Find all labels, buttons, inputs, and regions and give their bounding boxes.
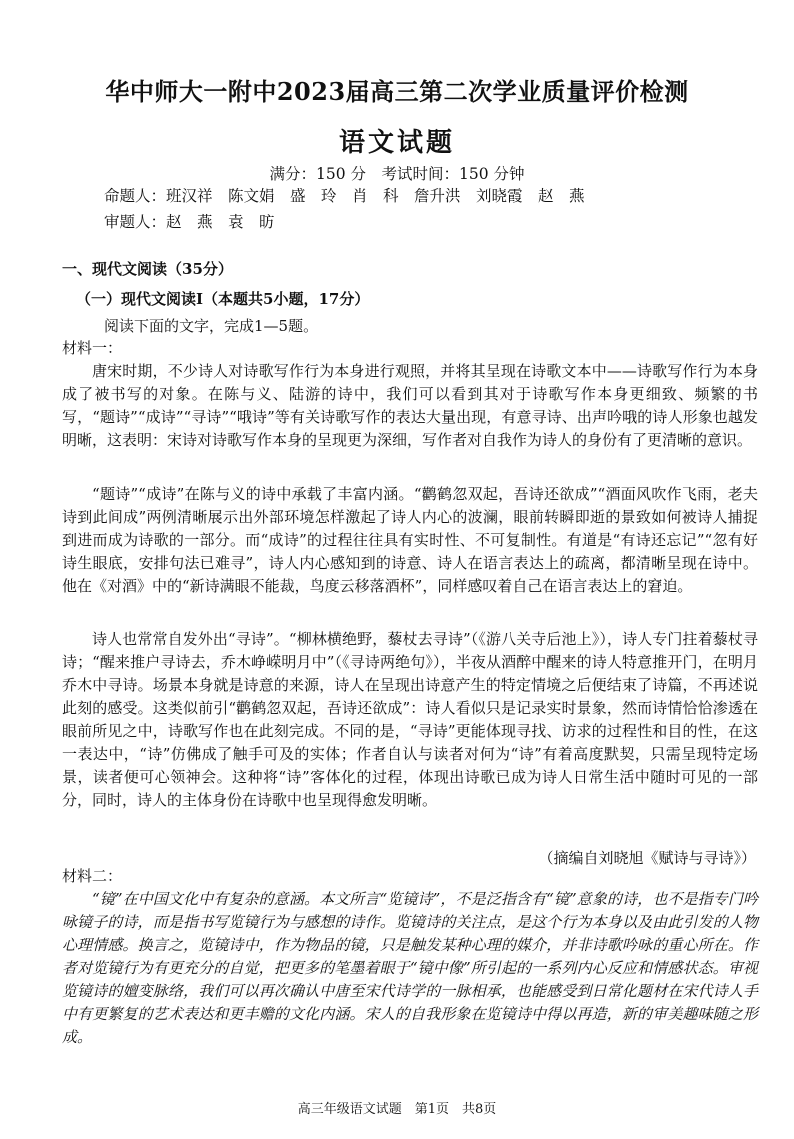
section-heading: 一、现代文阅读（35分） <box>62 260 233 278</box>
material-one-paragraph-1: 唐宋时期，不少诗人对诗歌写作行为本身进行观照，并将其呈现在诗歌文本中——诗歌写作行为本身成了被书写的对象。在陈与义、陆游的诗中，我们可以看到其对于诗歌写作本身更细致、频繁的书写，“题诗”“成诗”“寻诗”“哦诗”等有关诗歌写作的表达大量出现，有意寻诗、出声吟哦的诗人形象也越发明晰，这表明：宋诗对诗歌写作本身的呈现更为深细，写作者对自我作为诗人的身份有了更清晰的意识。 <box>62 362 758 449</box>
exam-title: 华中师大一附中2023届高三第二次学业质量评价检测 <box>105 77 689 106</box>
reading-instruction: 阅读下面的文字，完成1—5题。 <box>104 317 319 335</box>
material-one-label: 材料一： <box>62 339 123 357</box>
material-one-paragraph-2: “题诗”“成诗”在陈与义的诗中承载了丰富内涵。“鹳鹤忽双起，吾诗还欲成”“酒面风吹作飞雨，老夫诗到此间成”两例清晰展示出外部环境怎样激起了诗人内心的波澜，眼前转瞬即逝的景致如何被诗人捕捉到进而成为诗歌的一部分。而“成诗”的过程往往具有实时性、不可复制性。有道是“有诗还忘记”“忽有好诗生眼底，安排句法已难寻”，诗人内心感知到的诗意、诗人在语言表达上的疏离，都清晰呈现在诗中。他在《对酒》中的“新诗满眼不能裁，鸟度云移落酒杯”，同样感叹着自己在语言表达上的窘迫。 <box>62 485 758 595</box>
page-footer: 高三年级语文试题 第1页 共8页 <box>297 1102 497 1117</box>
subsection-heading: （一）现代文阅读Ⅰ（本题共5小题，17分） <box>76 290 370 308</box>
material-two-paragraph: “镜”在中国文化中有复杂的意涵。本文所言“览镜诗”，不是泛指含有“镜”意象的诗，也不是指专门吟咏镜子的诗，而是指书写览镜行为与感想的诗作。览镜诗的关注点，是这个行为本身以及由此引发的人物心理情感。换言之，览镜诗中，作为物品的镜，只是触发某种心理的媒介，并非诗歌吟咏的重心所在。作者对览镜行为有更充分的自觉，把更多的笔墨着眼于“镜中像”所引起的一系列内心反应和情感状态。审视览镜诗的嬗变脉络，我们可以再次确认中唐至宋代诗学的一脉相承，也能感受到日常化题材在宋代诗人手中有更繁复的艺术表达和更丰赡的文化内涵。宋人的自我形象在览镜诗中得以再造，新的审美趣味随之形成。 <box>62 890 758 1046</box>
score-time-line: 满分：150 分 考试时间：150 分钟 <box>269 165 525 183</box>
material-one-source: （摘编自刘晓旭《赋诗与寻诗》） <box>538 849 756 867</box>
reviewers-line: 审题人：赵 燕 袁 昉 <box>104 213 275 231</box>
exam-subtitle: 语文试题 <box>338 128 455 158</box>
material-two-label: 材料二： <box>62 867 123 885</box>
authors-line: 命题人：班汉祥 陈文娟 盛 玲 肖 科 詹升洪 刘晓霞 赵 燕 <box>104 187 585 205</box>
material-one-paragraph-3: 诗人也常常自发外出“寻诗”。“柳林横绝野，藜杖去寻诗”（《游八关寺后池上》），诗人专门拄着藜杖寻诗；“醒来推户寻诗去，乔木峥嵘明月中”（《寻诗两绝句》），半夜从酒醉中醒来的诗人特意推开门，在明月乔木中寻诗。场景本身就是诗意的来源，诗人在呈现出诗意产生的特定情境之后便结束了诗篇，不再述说此刻的感受。这类似前引“鹳鹤忽双起，吾诗还欲成”：诗人看似只是记录实时景象，然而诗情恰恰渗透在眼前所见之中，诗歌写作也在此刻完成。不同的是，“寻诗”更能体现寻找、访求的过程性和目的性，在这一表达中，“诗”仿佛成了触手可及的实体；作者自认与读者对何为“诗”有着高度默契，只需呈现特定场景，读者便可心领神会。这种将“诗”客体化的过程，体现出诗歌已成为诗人日常生活中随时可见的一部分，同时，诗人的主体身份在诗歌中也呈现得愈发明晰。 <box>62 630 758 809</box>
